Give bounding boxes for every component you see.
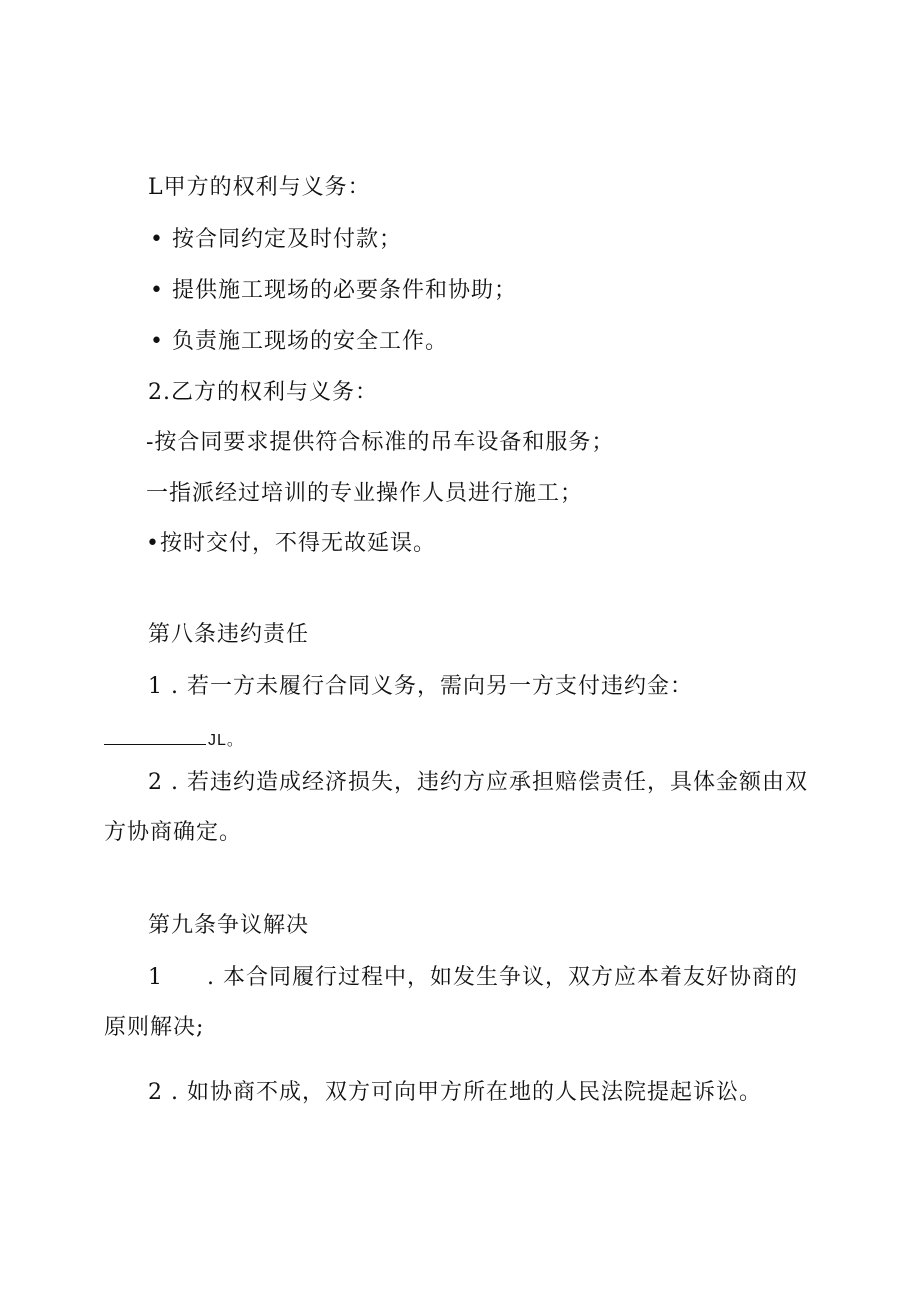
section-8-clause-2-line-1: 2 . 若违约造成经济损失，违约方应承担赔偿责任，具体金额由双 [148, 770, 808, 795]
penalty-amount-suffix: JL。 [208, 732, 244, 749]
party-a-item-2: • 提供施工现场的必要条件和协助； [150, 278, 517, 303]
section-9-clause-1-line-2: 原则解决; [104, 1015, 205, 1040]
section-9-title: 第九条争议解决 [148, 913, 310, 938]
party-b-item-3: •按时交付，不得无故延误。 [146, 531, 436, 556]
section-9-clause-1-text: . 本合同履行过程中，如发生争议，双方应本着友好协商的 [207, 965, 798, 990]
section-8-clause-1: 1 . 若一方未履行合同义务，需向另一方支付违约金： [148, 674, 693, 699]
party-a-item-3: • 负责施工现场的安全工作。 [150, 329, 448, 354]
party-a-heading: L甲方的权利与义务： [148, 175, 371, 200]
section-9-clause-1 [148, 963, 798, 993]
section-9-clause-1-number: 1 [148, 965, 163, 990]
section-8-title: 第八条违约责任 [148, 622, 310, 647]
party-a-item-1: • 按合同约定及时付款； [150, 227, 402, 252]
penalty-amount-blank [104, 726, 206, 745]
party-b-item-2: 一指派经过培训的专业操作人员进行施工； [146, 481, 584, 506]
party-b-heading: 2.乙方的权利与义务： [148, 380, 378, 405]
section-9-clause-2: 2 . 如协商不成，双方可向甲方所在地的人民法院提起诉讼。 [148, 1080, 762, 1105]
section-8-clause-2-line-2: 方协商确定。 [104, 820, 243, 845]
penalty-amount-line [104, 724, 244, 756]
party-b-item-1: -按合同要求提供符合标准的吊车设备和服务； [146, 430, 615, 455]
